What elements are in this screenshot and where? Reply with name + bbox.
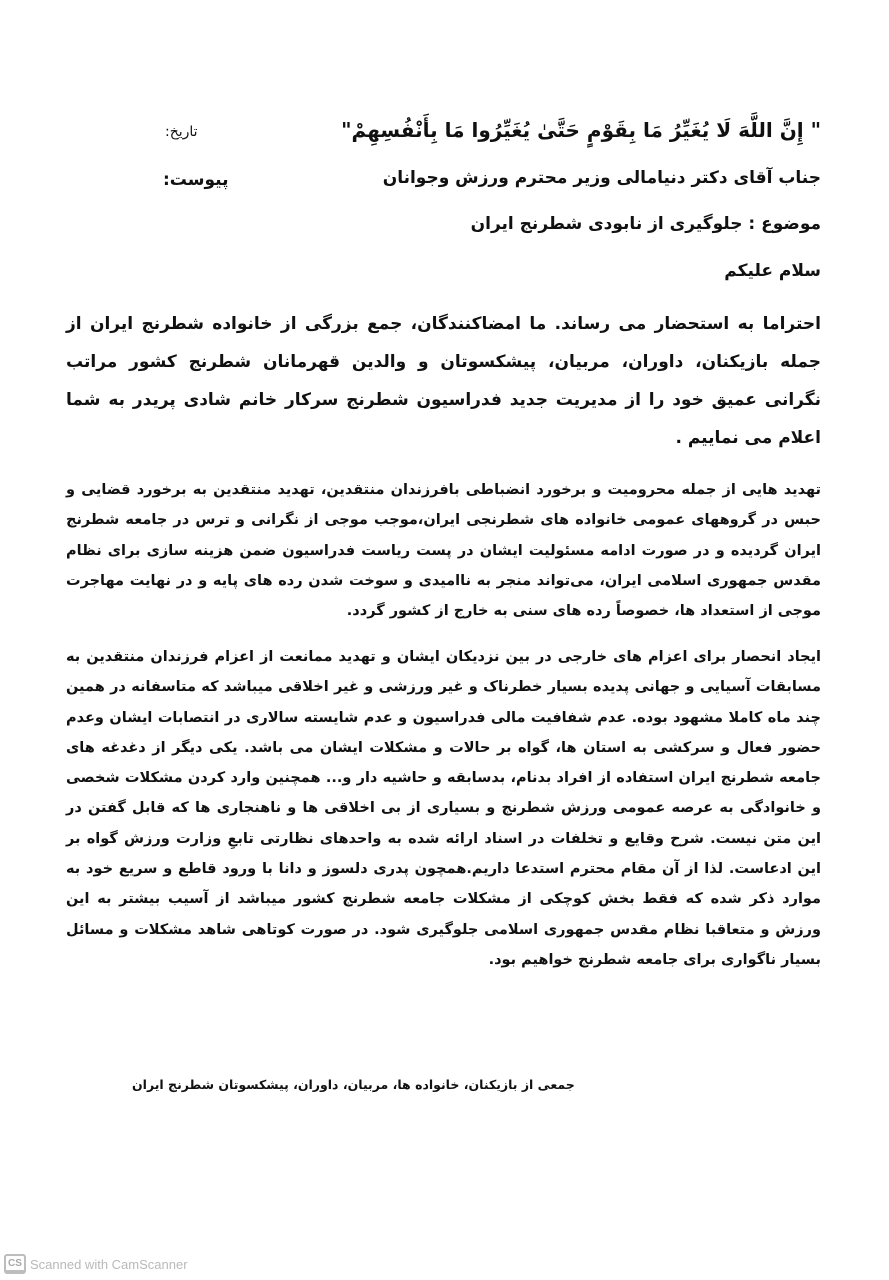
greeting: سلام علیکم (724, 261, 821, 281)
date-label: تاریخ: (165, 124, 198, 140)
quran-verse: " إِنَّ اللَّهَ لَا يُغَيِّرُ مَا بِقَوْمٍ حَتَّىٰ يُغَيِّرُوا مَا بِأَنْفُسِهِمْ" (341, 118, 821, 142)
camscanner-watermark (4, 1254, 188, 1274)
signature: جمعی از بازیکنان، خانواده ها، مربیان، داوران، پیشکسوتان شطرنج ایران (132, 1077, 575, 1092)
addressee: جناب آقای دکتر دنیامالی وزیر محترم ورزش وجوانان (382, 168, 821, 188)
camscanner-logo-icon: CS (4, 1254, 26, 1274)
attachment-label: پیوست: (163, 170, 229, 190)
letter-subject: موضوع : جلوگیری از نابودی شطرنج ایران (470, 214, 821, 234)
watermark-text: Scanned with CamScanner (30, 1256, 188, 1272)
intro-paragraph: احتراما به استحضار می رساند. ما امضاکنندگان، جمع بزرگی از خانواده شطرنج ایران از جمله بازیکنان، داوران، مربیان، پیشکسوتان و والدین قهرمانان شطرنج کشور مراتب نگرانی عمیق خود را از مدیریت جدید فدراسیون شطرنج سرکار خانم شادی پریدر به شما اعلام می نماییم . (66, 314, 821, 448)
body-paragraph: تهدید هایی از جمله محرومیت و برخورد انضباطی بافرزندان منتقدین، تهدید منتقدین به برخورد قضایی و حبس در گروههای عمومی خانواده های شطرنجی ایران،موجب موجی از نگرانی و ترس در جامعه شطرنج ایران گردیده و در صورت ادامه مسئولیت ایشان در پست ریاست فدراسیون ضمن هزینه سازی برای نظام مقدس جمهوری اسلامی ایران، می‌تواند منجر به ناامیدی و سوخت شدن رده های پایه و در نهایت مهاجرت موجی از استعداد ها، خصوصاً رده های سنی به خارج از کشور گردد. (66, 482, 821, 620)
body-paragraph: ایجاد انحصار برای اعزام های خارجی در بین نزدیکان ایشان و تهدید ممانعت از اعزام فرزندان منتقدین به مسابقات آسیایی و جهانی پدیده بسیار خطرناک و غیر ورزشی و غیر اخلاقی میباشد که متاسفانه در همین چند ماه کاملا مشهود بوده. عدم شفافیت مالی فدراسیون و عدم شایسته سالاری در انتصابات ایشان وعدم حضور فعال و سرکشی به استان ها، گواه بر حالات و مشکلات ایشان می باشد. یکی دیگر از دغدغه های جامعه شطرنج ایران استفاده از افراد بدنام، بدسابقه و حاشیه دار و... همچنین وارد کردن مشکلات شخصی و خانوادگی به عرصه عمومی ورزش شطرنج و بسیاری از بی اخلاقی ها و ناهنجاری ها که قابل گفتن در این متن نیست. شرح وقایع و تخلفات در اسناد ارائه شده به واحدهای نظارتی تابعِ وزارت ورزش گواه بر این ادعاست. لذا از آن مقام محترم استدعا داریم.همچون پدری دلسوز و دانا با ورود قاطع و سریع خود به موارد ذکر شده که فقط بخش کوچکی از مشکلات جامعه شطرنج کشور میباشد از آسیب بیشتر به این ورزش و متعاقبا نظام مقدس جمهوری اسلامی جلوگیری شود. در صورت کوتاهی شاهد مشکلات و مسائل بسیار ناگواری برای جامعه شطرنج خواهیم بود. (66, 649, 821, 968)
